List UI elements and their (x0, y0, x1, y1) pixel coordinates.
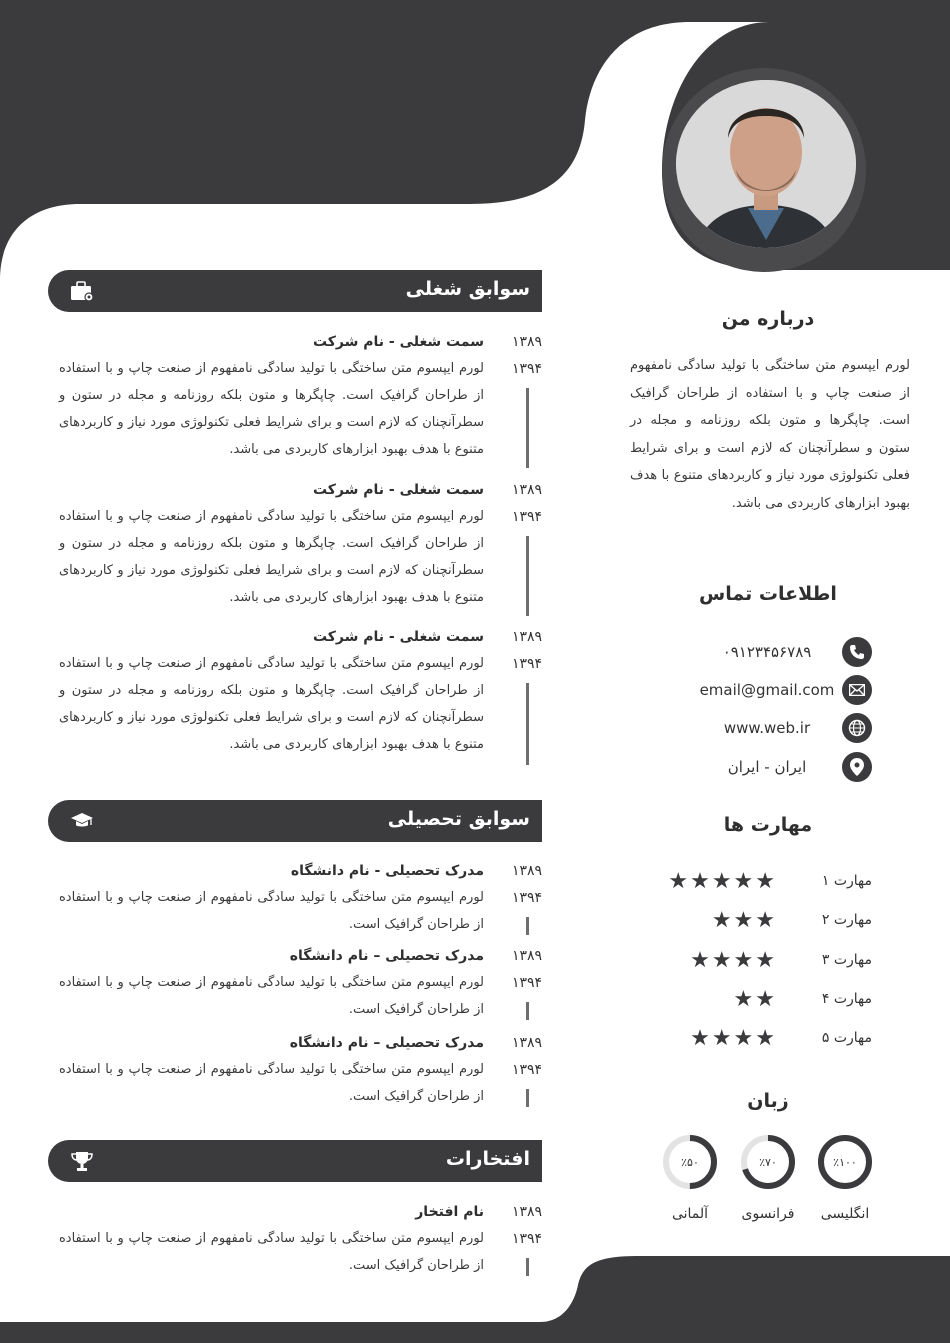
entry-start-year: ۱۳۸۹ (511, 629, 543, 645)
skill-rating-stars: ★★★ (711, 908, 777, 933)
contact-phone (620, 635, 872, 669)
skill-rating-stars: ★★★★★ (668, 869, 777, 894)
language-percent: ٪۵۰ (681, 1156, 699, 1169)
honors-section-header (48, 1140, 542, 1182)
language-ring (815, 1132, 875, 1196)
entry-title: مدرک تحصیلی - نام دانشگاه (290, 863, 484, 879)
entry-timeline-bar (526, 536, 529, 616)
skill-name: مهارت ۴ (821, 991, 872, 1007)
language-name: فرانسوی (741, 1206, 795, 1222)
entry-end-year: ۱۳۹۴ (511, 361, 543, 377)
skill-rating-stars: ★★★★ (690, 1026, 777, 1051)
entry-end-year: ۱۳۹۴ (511, 1231, 543, 1247)
entry-timeline-bar (526, 917, 529, 935)
entry-title: مدرک تحصیلی – نام دانشگاه (289, 948, 484, 964)
entry-text: لورم ایپسوم متن ساختگی با تولید سادگی نامفهوم از صنعت چاپ و با استفاده از طراحان گرافیک است. (59, 890, 484, 932)
skill-row (650, 948, 872, 978)
education-section-header (48, 800, 542, 842)
entry-start-year: ۱۳۸۹ (511, 1035, 543, 1051)
entry-timeline-bar (526, 1089, 529, 1107)
entry-timeline-bar (526, 1002, 529, 1020)
honors-section-title: افتخارات (445, 1148, 530, 1170)
entry-title: نام افتخار (415, 1204, 484, 1220)
skill-rating-stars: ★★ (733, 987, 777, 1012)
contact-location (620, 750, 872, 784)
skill-row (650, 987, 872, 1017)
education-entry (50, 1031, 546, 1111)
skill-row (650, 1026, 872, 1056)
work-section-title: سوابق شغلی (405, 278, 530, 300)
skills-title: مهارت ها (723, 814, 813, 836)
contact-title: اطلاعات تماس (699, 583, 837, 605)
briefcase-icon (70, 280, 94, 302)
entry-start-year: ۱۳۸۹ (511, 482, 543, 498)
contact-web (620, 711, 872, 745)
entry-timeline-bar (526, 683, 529, 765)
about-title: درباره من (721, 308, 815, 330)
entry-timeline-bar (526, 388, 529, 468)
skill-name: مهارت ۵ (821, 1030, 872, 1046)
language-percent: ٪۱۰۰ (833, 1156, 857, 1169)
entry-start-year: ۱۳۸۹ (511, 863, 543, 879)
work-entry (50, 330, 546, 470)
skill-row (650, 869, 872, 899)
entry-start-year: ۱۳۸۹ (511, 1204, 543, 1220)
skill-row (650, 908, 872, 938)
entry-text: لورم ایپسوم متن ساختگی با تولید سادگی نامفهوم از صنعت چاپ و با استفاده از طراحان گرافیک است. چاپگرها و متون بلکه روزنامه و مجله در ستون و سطرآنچنان که لازم است و برای شرایط فعلی تکنولوژی مورد نیاز و کاربردهای متنوع با هدف بهبود ابزارهای کاربردی می باشد. (59, 656, 484, 752)
language-name: انگلیسی (820, 1206, 870, 1222)
education-section-title: سوابق تحصیلی (387, 808, 530, 830)
entry-title: سمت شغلی - نام شرکت (312, 482, 484, 498)
contact-email-value[interactable]: email@gmail.com (699, 681, 835, 699)
work-section-header (48, 270, 542, 312)
language-ring (660, 1132, 720, 1196)
entry-start-year: ۱۳۸۹ (511, 948, 543, 964)
work-entry (50, 625, 546, 765)
entry-text: لورم ایپسوم متن ساختگی با تولید سادگی نامفهوم از صنعت چاپ و با استفاده از طراحان گرافیک است. (59, 1062, 484, 1104)
entry-text: لورم ایپسوم متن ساختگی با تولید سادگی نامفهوم از صنعت چاپ و با استفاده از طراحان گرافیک است. (59, 975, 484, 1017)
contact-email (620, 673, 872, 707)
skill-name: مهارت ۱ (821, 873, 872, 889)
trophy-icon (70, 1150, 94, 1172)
contact-phone-value[interactable]: ۰۹۱۲۳۴۵۶۷۸۹ (722, 643, 812, 661)
language-percent: ٪۷۰ (759, 1156, 777, 1169)
entry-timeline-bar (526, 1258, 529, 1276)
skill-name: مهارت ۲ (821, 912, 872, 928)
language-name: آلمانی (671, 1206, 709, 1222)
entry-end-year: ۱۳۹۴ (511, 975, 543, 991)
work-entry (50, 478, 546, 618)
profile-photo (676, 80, 856, 248)
entry-start-year: ۱۳۸۹ (511, 334, 543, 350)
about-text: لورم ایپسوم متن ساختگی با تولید سادگی نامفهوم از صنعت چاپ و با استفاده از طراحان گرافیک است. چاپگرها و متون بلکه روزنامه و مجله در ستون و سطرآنچنان که لازم است و برای شرایط فعلی تکنولوژی مورد نیاز و کاربردهای متنوع با هدف بهبود ابزارهای کاربردی می باشد. (630, 358, 910, 511)
entry-end-year: ۱۳۹۴ (511, 890, 543, 906)
languages-title: زبان (747, 1090, 789, 1112)
contact-web-value[interactable]: www.web.ir (723, 719, 811, 737)
entry-title: مدرک تحصیلی – نام دانشگاه (289, 1035, 484, 1051)
education-entry (50, 944, 546, 1024)
language-ring (738, 1132, 798, 1196)
contact-location-value: ایران - ایران (727, 758, 807, 776)
entry-text: لورم ایپسوم متن ساختگی با تولید سادگی نامفهوم از صنعت چاپ و با استفاده از طراحان گرافیک است. چاپگرها و متون بلکه روزنامه و مجله در ستون و سطرآنچنان که لازم است و برای شرایط فعلی تکنولوژی مورد نیاز و کاربردهای متنوع با هدف بهبود ابزارهای کاربردی می باشد. (59, 361, 484, 457)
entry-title: سمت شغلی - نام شرکت (312, 629, 484, 645)
entry-text: لورم ایپسوم متن ساختگی با تولید سادگی نامفهوم از صنعت چاپ و با استفاده از طراحان گرافیک است. چاپگرها و متون بلکه روزنامه و مجله در ستون و سطرآنچنان که لازم است و برای شرایط فعلی تکنولوژی مورد نیاز و کاربردهای متنوع با هدف بهبود ابزارهای کاربردی می باشد. (59, 509, 484, 605)
skill-name: مهارت ۳ (821, 952, 872, 968)
entry-end-year: ۱۳۹۴ (511, 509, 543, 525)
skill-rating-stars: ★★★★ (690, 948, 777, 973)
entry-end-year: ۱۳۹۴ (511, 1062, 543, 1078)
entry-title: سمت شغلی - نام شرکت (312, 334, 484, 350)
entry-end-year: ۱۳۹۴ (511, 656, 543, 672)
entry-text: لورم ایپسوم متن ساختگی با تولید سادگی نامفهوم از صنعت چاپ و با استفاده از طراحان گرافیک است. (59, 1231, 484, 1273)
education-entry (50, 859, 546, 939)
graduation-cap-icon (70, 810, 94, 832)
honors-entry (50, 1200, 546, 1280)
